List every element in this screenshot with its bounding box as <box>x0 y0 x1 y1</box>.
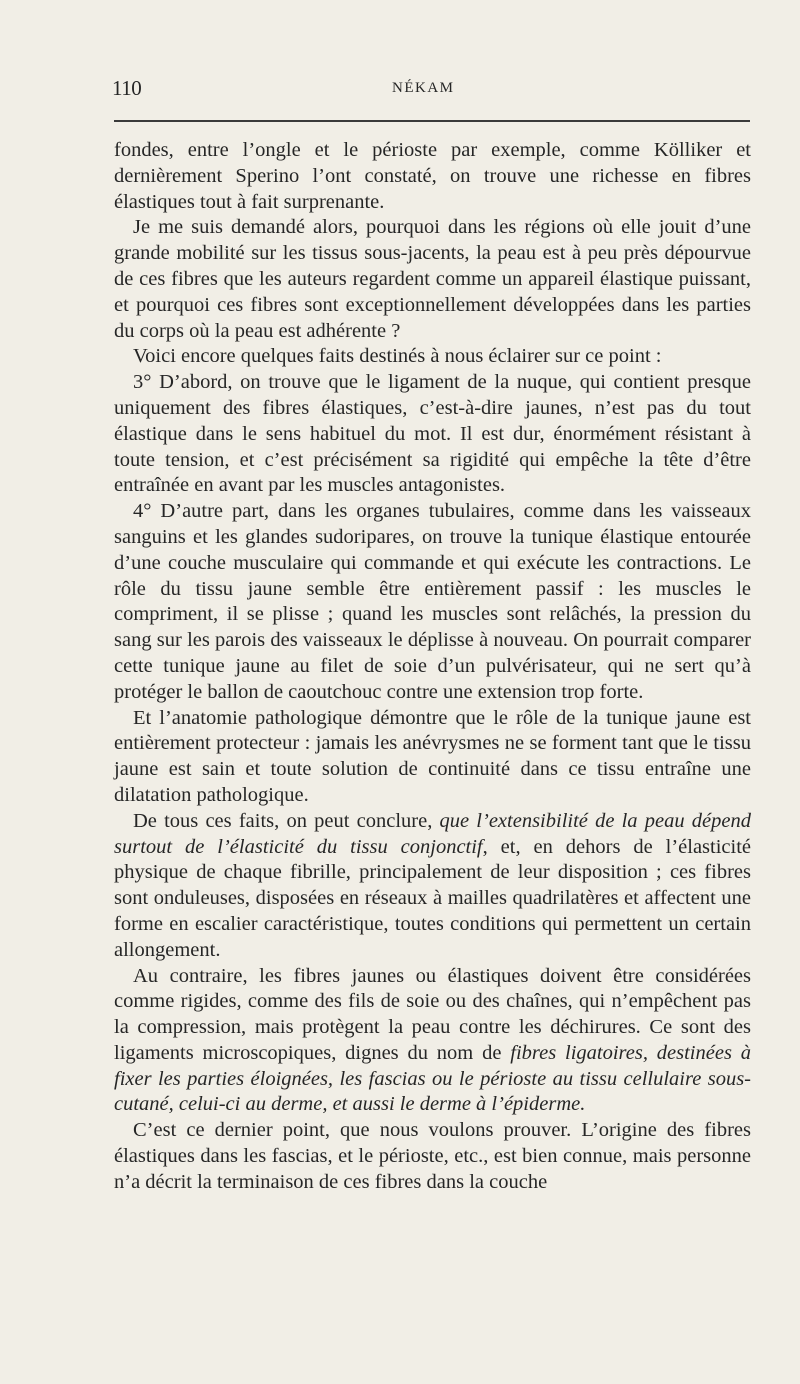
page-number: 110 <box>112 76 142 100</box>
paragraph <box>114 1118 751 1195</box>
text-run: Et l’anatomie pathologique démontre que le rôle de la tunique jaune est entièrement protecteur : jamais les anévrysmes ne se forment tant que le tissu jaune est sain et toute solution de continuité dans ce tissu entraîne une dilatation pathologique. <box>114 706 751 806</box>
paragraph <box>114 499 751 705</box>
paragraph <box>114 706 751 809</box>
body-text <box>114 138 751 1196</box>
text-run: Voici encore quelques faits destinés à nous éclairer sur ce point : <box>133 345 662 368</box>
text-run: Au contraire, les fibres jaunes ou élastiques doivent être considérées comme rigides, comme des fils de soie ou des chaînes, qui n’empêchent pas la compression, mais protègent la peau contre les déchirures. Ce sont des ligaments microscopiques, dignes du nom de <box>114 964 751 1064</box>
paragraph <box>114 964 751 1119</box>
italic-text-run: que l’extensibilité de la peau dépend surtout de l’élasticité du tissu conjonctif <box>114 809 751 858</box>
paragraph <box>114 370 751 499</box>
text-run: 4° D’autre part, dans les organes tubulaires, comme dans les vaisseaux sanguins et les glandes sudoripares, on trouve la tunique élastique entourée d’une couche musculaire qui commande et qui exécute les contractions. Le rôle du tissu jaune semble être entièrement passif : les muscles le compriment, il se plisse ; quand les muscles sont relâchés, la pression du sang sur les parois des vaisseaux le déplisse à nouveau. On pourrait comparer cette tunique jaune au filet de soie d’un pulvérisateur, qui ne sert qu’à protéger le ballon de caoutchouc contre une extension trop forte. <box>114 500 751 703</box>
text-run: 3° D’abord, on trouve que le ligament de la nuque, qui contient presque uniquement des fibres élastiques, c’est-à-dire jaunes, n’est pas du tout élastique dans le sens habituel du mot. Il est dur, énormément résistant à toute tension, et c’est précisément sa rigidité qui empêche la tête d’être entraînée en avant par les muscles antagonistes. <box>114 371 751 497</box>
running-title: NÉKAM <box>392 80 455 96</box>
text-run: fondes, entre l’ongle et le périoste par exemple, comme Kölliker et dernièrement Sperino l’ont constaté, on trouve une richesse en fibres élastiques tout à fait surprenante. <box>114 139 751 213</box>
page-header <box>112 76 750 112</box>
header-rule <box>114 120 750 122</box>
paragraph <box>114 215 751 344</box>
text-run: , et, en dehors de l’élasticité physique de chaque fibrille, principalement de leur disposition ; ces fibres sont onduleuses, disposées en réseaux à mailles quadrilatères et affectent une forme en escalier caractéristique, toutes conditions qui permettent un certain allongement. <box>114 835 751 961</box>
paragraph <box>114 809 751 964</box>
italic-text-run: fibres ligatoires, destinées à fixer les parties éloignées, les fascias ou le périoste au tissu cellulaire sous-cutané, celui-ci au derme, et aussi le derme à l’épiderme. <box>114 1041 751 1116</box>
paragraph <box>114 344 751 370</box>
paragraph <box>114 138 751 215</box>
text-run: C’est ce dernier point, que nous voulons prouver. L’origine des fibres élastiques dans les fascias, et le périoste, etc., est bien connue, mais personne n’a décrit la terminaison de ces fibres dans la couche <box>114 1119 751 1193</box>
text-run: De tous ces faits, on peut conclure, <box>133 809 440 832</box>
text-run: Je me suis demandé alors, pourquoi dans les régions où elle jouit d’une grande mobilité sur les tissus sous-jacents, la peau est à peu près dépourvue de ces fibres que les auteurs regardent comme un appareil élastique puissant, et pourquoi ces fibres sont exceptionnellement développées dans les parties du corps où la peau est adhérente ? <box>114 216 751 342</box>
